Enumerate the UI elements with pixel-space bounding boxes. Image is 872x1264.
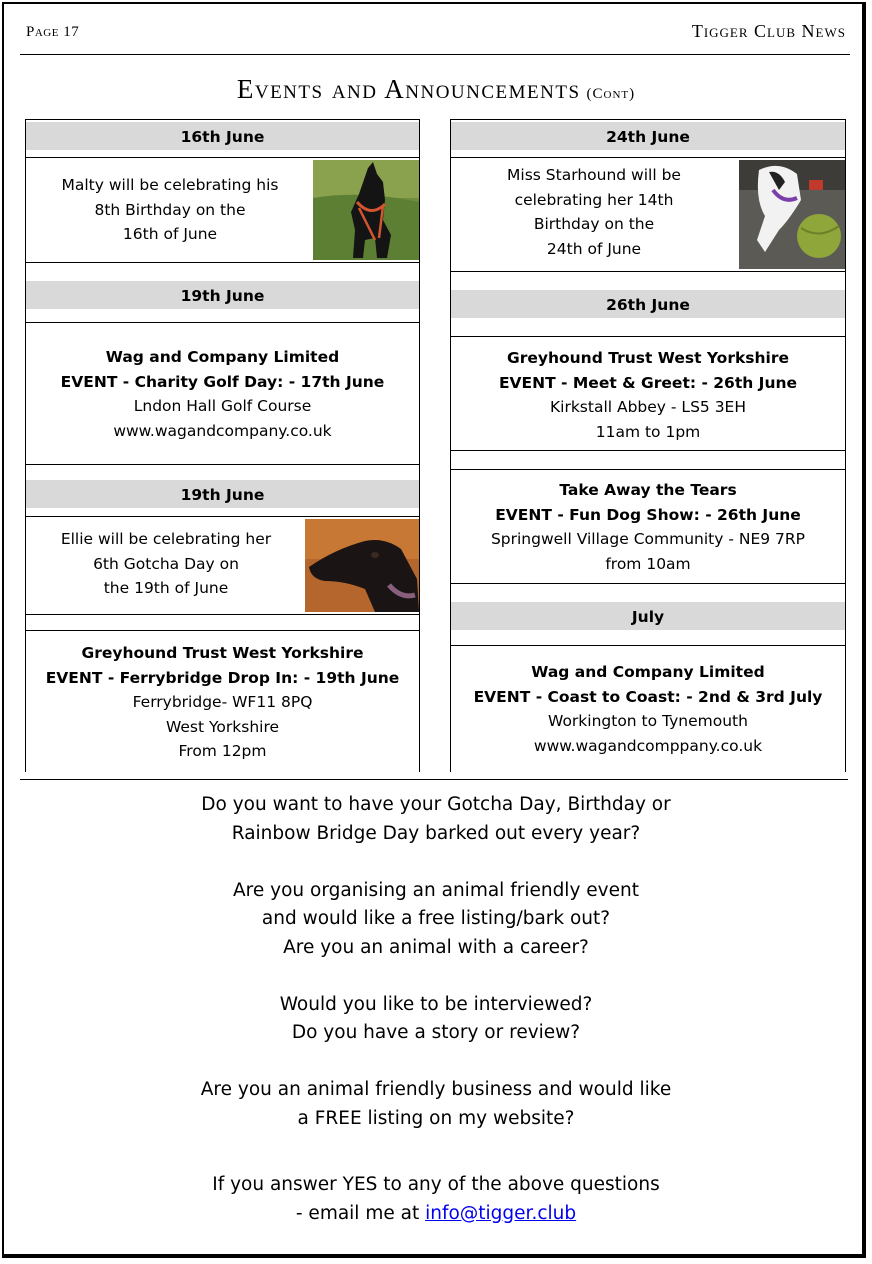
header-rule	[20, 54, 850, 55]
event-box	[451, 469, 845, 584]
announcement-box	[451, 157, 845, 272]
event-text	[26, 345, 419, 443]
announcement-text	[451, 163, 737, 261]
event-location: Ferrybridge- WF11 8PQ	[132, 693, 313, 711]
publication-name: Tigger Club News	[691, 21, 846, 41]
event-location: Workington to Tynemouth	[548, 712, 748, 730]
event-title: EVENT - Fun Dog Show: - 26th June	[495, 505, 801, 524]
cta-line: Rainbow Bridge Day barked out every year?	[231, 822, 641, 844]
cta-line: Do you want to have your Gotcha Day, Birthday or	[201, 794, 671, 815]
text-line: 8th Birthday on the	[94, 200, 246, 219]
event-box	[26, 322, 419, 465]
email-link[interactable]: info@tigger.club	[425, 1202, 577, 1224]
organiser-name: Wag and Company Limited	[105, 348, 340, 366]
event-box	[451, 645, 845, 773]
announcement-text	[26, 527, 306, 601]
cta-line: and would like a free listing/bark out?	[261, 908, 611, 929]
event-text	[451, 346, 845, 444]
event-title: EVENT - Meet & Greet: - 26th June	[498, 373, 798, 392]
cta-paragraph	[0, 1171, 872, 1228]
black-greyhound-head-photo	[305, 519, 419, 612]
event-location: Springwell Village Community - NE9 7RP	[490, 530, 806, 548]
announcement-box	[26, 516, 419, 615]
date-bar: 19th June	[26, 281, 419, 309]
text-line: Birthday on the	[533, 215, 655, 233]
cta-email-prefix: - email me at	[295, 1202, 426, 1224]
text-line: 16th of June	[122, 225, 218, 243]
text-line: the 19th of June	[103, 579, 229, 597]
text-line: Miss Starhound will be	[507, 166, 681, 184]
event-title: EVENT - Coast to Coast: - 2nd & 3rd July	[473, 687, 823, 706]
right-column	[450, 119, 846, 772]
black-greyhound-photo	[313, 160, 419, 260]
text-line: Ellie will be celebrating her	[60, 530, 272, 548]
date-bar: July	[451, 602, 845, 630]
cta-email-line	[0, 1200, 872, 1229]
date-bar: 16th June	[26, 122, 419, 150]
left-column	[25, 119, 420, 772]
cta-line: Are you an animal with a career?	[283, 936, 589, 958]
event-website: www.wagandcompany.co.uk	[113, 421, 332, 440]
organiser-name: Wag and Company Limited	[531, 663, 765, 681]
event-location: Lndon Hall Golf Course	[133, 397, 312, 415]
text-line: Malty will be celebrating his	[61, 176, 279, 194]
cta-line: If you answer YES to any of the above questions	[212, 1174, 660, 1195]
event-title: EVENT - Charity Golf Day: - 17th June	[60, 372, 385, 391]
date-bar: 24th June	[451, 122, 845, 150]
text-line: 6th Gotcha Day on	[93, 554, 239, 573]
text-line: 24th of June	[546, 239, 642, 258]
organiser-name: Take Away the Tears	[559, 481, 737, 499]
event-title: EVENT - Ferrybridge Drop In: - 19th June	[45, 668, 400, 687]
event-text	[451, 478, 845, 576]
page-title-cont: (Cont)	[586, 86, 636, 102]
section-divider	[20, 779, 848, 780]
organiser-name: Greyhound Trust West Yorkshire	[81, 644, 364, 662]
cta-line: a FREE listing on my website?	[297, 1107, 575, 1129]
announcement-text	[26, 173, 314, 247]
event-time: 11am to 1pm	[595, 422, 701, 441]
cta-line: Are you an animal friendly business and would like	[200, 1079, 672, 1100]
event-website: www.wagandcomppany.co.uk	[533, 736, 763, 755]
event-box	[26, 630, 419, 773]
text-line: celebrating her 14th	[514, 190, 674, 209]
date-bar: 19th June	[26, 480, 419, 508]
event-time: From 12pm	[178, 742, 267, 760]
cta-line: Are you organising an animal friendly event	[233, 879, 639, 901]
page-title-main: Events and Announcements	[236, 74, 581, 104]
cta-paragraph	[0, 791, 872, 848]
greyhound-with-ball-photo	[739, 160, 845, 269]
cta-paragraph	[0, 991, 872, 1048]
page-title	[0, 74, 872, 105]
event-region: West Yorkshire	[165, 717, 280, 736]
announcement-box	[26, 157, 419, 263]
date-bar: 26th June	[451, 290, 845, 318]
event-text	[451, 660, 845, 758]
call-to-action	[0, 791, 872, 1257]
organiser-name: Greyhound Trust West Yorkshire	[506, 349, 790, 367]
page-number: Page 17	[26, 24, 80, 40]
cta-paragraph	[0, 877, 872, 963]
cta-line: Do you have a story or review?	[291, 1022, 581, 1043]
cta-paragraph	[0, 1076, 872, 1133]
event-location: Kirkstall Abbey - LS5 3EH	[549, 398, 747, 416]
cta-line: Would you like to be interviewed?	[279, 993, 593, 1015]
event-box	[451, 336, 845, 451]
event-text	[26, 641, 419, 764]
event-time: from 10am	[605, 554, 691, 573]
